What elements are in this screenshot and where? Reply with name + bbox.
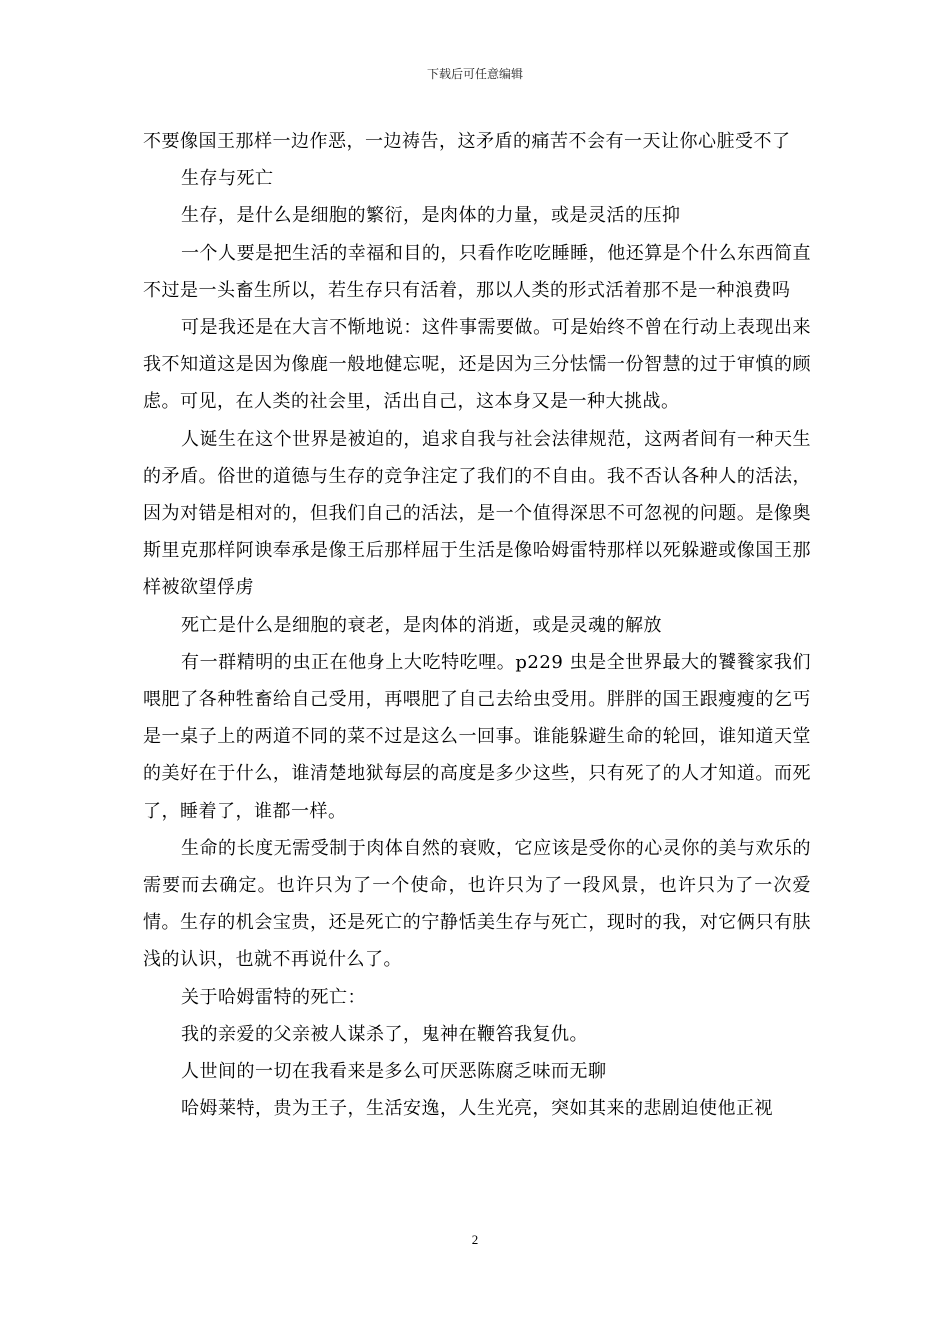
- paragraph: 关于哈姆雷特的死亡：: [181, 986, 366, 1008]
- paragraph: 人诞生在这个世界是被迫的，追求自我与社会法律规范，这两者间有一种天生的矛盾。俗世的道德与生存的竞争注定了我们的不自由。我不否认各种人的活法，因为对错是相对的，但我们自己的活法，是一个值得深思不可忽视的问题。是像奥斯里克那样阿谀奉承是像王后那样屈于生活是像哈姆雷特那样以死躲避或像国王那样被欲望俘虏: [143, 428, 811, 599]
- paragraph: 可是我还是在大言不惭地说：这件事需要做。可是始终不曾在行动上表现出来我不知道这是因为像鹿一般地健忘呢，还是因为三分怯懦一份智慧的过于审慎的顾虑。可见，在人类的社会里，活出自己，这本身又是一种大挑战。: [143, 317, 811, 413]
- paragraph: 生存，是什么是细胞的繁衍，是肉体的力量，或是灵活的压抑: [181, 205, 681, 227]
- paragraph: 一个人要是把生活的幸福和目的，只看作吃吃睡睡，他还算是个什么东西简直不过是一头畜生所以，若生存只有活着，那以人类的形式活着那不是一种浪费吗: [143, 242, 811, 301]
- paragraph: 死亡是什么是细胞的衰老，是肉体的消逝，或是灵魂的解放: [181, 614, 662, 636]
- paragraph: 哈姆莱特，贵为王子，生活安逸，人生光亮，突如其来的悲剧迫使他正视: [181, 1098, 773, 1120]
- page-header: 下载后可任意编辑: [426, 67, 523, 81]
- paragraph: 人世间的一切在我看来是多么可厌恶陈腐乏味而无聊: [181, 1061, 607, 1083]
- paragraph: 生命的长度无需受制于肉体自然的衰败，它应该是受你的心灵你的美与欢乐的需要而去确定。也许只为了一个使命，也许只为了一段风景，也许只为了一次爱情。生存的机会宝贵，还是死亡的宁静恬美生存与死亡，现时的我，对它俩只有肤浅的认识，也就不再说什么了。: [143, 837, 811, 971]
- paragraph: 不要像国王那样一边作恶，一边祷告，这矛盾的痛苦不会有一天让你心脏受不了: [143, 131, 791, 152]
- paragraph: 有一群精明的虫正在他身上大吃特吃哩。p229 虫是全世界最大的饕餮家我们喂肥了各种牲畜给自己受用，再喂肥了自己去给虫受用。胖胖的国王跟瘦瘦的乞丐是一桌子上的两道不同的菜不过是这么一回事。谁能躲避生命的轮回，谁知道天堂的美好在于什么，谁清楚地狱每层的高度是多少这些，只有死了的人才知道。而死了，睡着了，谁都一样。: [143, 651, 811, 822]
- page-number: 2: [471, 1232, 479, 1247]
- document-body: [143, 123, 811, 1127]
- paragraph: 我的亲爱的父亲被人谋杀了，鬼神在鞭笞我复仇。: [181, 1023, 588, 1045]
- section-heading: 生存与死亡: [181, 168, 274, 190]
